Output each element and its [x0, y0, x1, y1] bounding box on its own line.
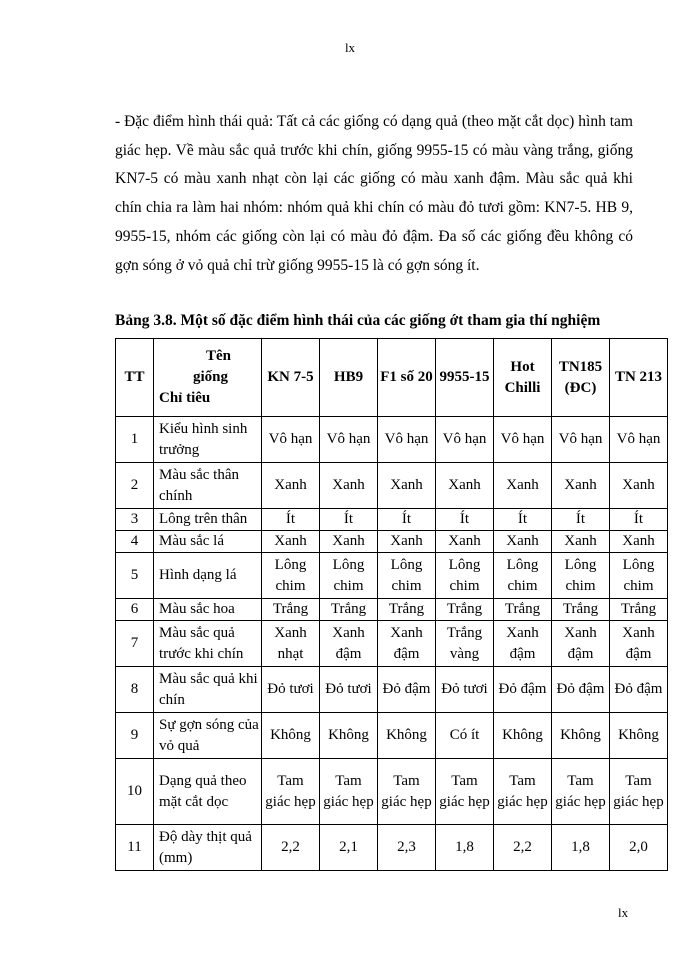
table-cell: Lông chim: [610, 553, 668, 599]
table-cell: Tam giác hẹp: [378, 759, 436, 825]
table-cell: Đỏ tươi: [320, 667, 378, 713]
header-tt: TT: [116, 339, 154, 417]
row-number: 8: [116, 667, 154, 713]
table-cell: 2,3: [378, 825, 436, 871]
row-number: 5: [116, 553, 154, 599]
row-criterion: Màu sắc lá: [154, 531, 262, 553]
table-cell: Xanh: [378, 531, 436, 553]
table-cell: Vô hạn: [436, 417, 494, 463]
table-cell: 2,0: [610, 825, 668, 871]
table-cell: Không: [378, 713, 436, 759]
table-cell: Ít: [378, 509, 436, 531]
header-variety: 9955-15: [436, 339, 494, 417]
row-criterion: Màu sắc hoa: [154, 599, 262, 621]
table-cell: Trắng: [262, 599, 320, 621]
table-cell: Xanh đậm: [610, 621, 668, 667]
header-name-line3: Chỉ tiêu: [159, 390, 211, 406]
table-cell: Tam giác hẹp: [494, 759, 552, 825]
row-number: 11: [116, 825, 154, 871]
table-cell: Xanh đậm: [320, 621, 378, 667]
table-cell: Xanh đậm: [494, 621, 552, 667]
row-number: 6: [116, 599, 154, 621]
table-cell: 2,2: [494, 825, 552, 871]
table-cell: Đỏ đậm: [552, 667, 610, 713]
table-header-row: [116, 339, 668, 417]
table-cell: Trắng: [552, 599, 610, 621]
table-cell: Lông chim: [262, 553, 320, 599]
table-cell: Lông chim: [552, 553, 610, 599]
row-criterion: Sự gợn sóng của vỏ quả: [154, 713, 262, 759]
table-cell: Vô hạn: [610, 417, 668, 463]
table-cell: Tam giác hẹp: [552, 759, 610, 825]
row-number: 1: [116, 417, 154, 463]
table-cell: Xanh đậm: [552, 621, 610, 667]
table-cell: Đỏ đậm: [378, 667, 436, 713]
table-row: [116, 553, 668, 599]
row-number: 3: [116, 509, 154, 531]
header-name-line1: Tên: [205, 348, 231, 364]
table-cell: Tam giác hẹp: [610, 759, 668, 825]
table-cell: Tam giác hẹp: [262, 759, 320, 825]
row-criterion: Lông trên thân: [154, 509, 262, 531]
table-cell: Trắng vàng: [436, 621, 494, 667]
row-criterion: Màu sắc quả khi chín: [154, 667, 262, 713]
row-criterion: Kiểu hình sinh trưởng: [154, 417, 262, 463]
row-number: 7: [116, 621, 154, 667]
table-cell: Ít: [320, 509, 378, 531]
table-cell: Đỏ đậm: [610, 667, 668, 713]
page-number-bottom: lx: [618, 905, 629, 920]
table-cell: Xanh nhạt: [262, 621, 320, 667]
table-cell: Xanh: [552, 531, 610, 553]
header-variety: F1 số 20: [378, 339, 436, 417]
table-cell: Trắng: [494, 599, 552, 621]
table-row: [116, 621, 668, 667]
table-cell: Không: [494, 713, 552, 759]
table-cell: Có ít: [436, 713, 494, 759]
table-row: [116, 463, 668, 509]
table-cell: Đỏ tươi: [262, 667, 320, 713]
header-name-line2: giống: [192, 369, 228, 385]
table-cell: Tam giác hẹp: [320, 759, 378, 825]
table-cell: Không: [552, 713, 610, 759]
table-row: [116, 531, 668, 553]
table-cell: Xanh: [610, 531, 668, 553]
table-row: [116, 509, 668, 531]
page-number-top: lx: [344, 40, 356, 55]
table-cell: Không: [262, 713, 320, 759]
table-cell: Trắng: [320, 599, 378, 621]
table-cell: Tam giác hẹp: [436, 759, 494, 825]
table-cell: 1,8: [552, 825, 610, 871]
table-cell: Ít: [494, 509, 552, 531]
table-cell: 2,2: [262, 825, 320, 871]
table-cell: Xanh: [552, 463, 610, 509]
table-cell: Trắng: [610, 599, 668, 621]
table-cell: Vô hạn: [494, 417, 552, 463]
table-cell: Xanh: [436, 531, 494, 553]
row-number: 4: [116, 531, 154, 553]
table-cell: Đỏ tươi: [436, 667, 494, 713]
header-variety-criterion: [154, 339, 262, 417]
table-cell: Không: [610, 713, 668, 759]
table-cell: Vô hạn: [320, 417, 378, 463]
table-row: [116, 713, 668, 759]
table-cell: 2,1: [320, 825, 378, 871]
table-cell: Xanh: [262, 531, 320, 553]
table-cell: Xanh: [262, 463, 320, 509]
table-cell: Ít: [610, 509, 668, 531]
row-number: 2: [116, 463, 154, 509]
table-cell: Vô hạn: [552, 417, 610, 463]
row-number: 9: [116, 713, 154, 759]
row-criterion: Dạng quả theo mặt cắt dọc: [154, 759, 262, 825]
header-variety: Hot Chilli: [494, 339, 552, 417]
table-body: [116, 417, 668, 871]
row-criterion: Màu sắc quả trước khi chín: [154, 621, 262, 667]
table-cell: Lông chim: [494, 553, 552, 599]
table-cell: Trắng: [436, 599, 494, 621]
table-cell: Xanh: [320, 463, 378, 509]
body-paragraph: - Đặc điểm hình thái quả: Tất cả các giống có dạng quả (theo mặt cắt dọc) hình tam giác hẹp. Về màu sắc quả trước khi chín, giống 9955-15 có màu vàng trắng, giống KN7-5 có màu xanh nhạt còn lại các giống có màu xanh đậm. Màu sắc quả khi chín chia ra làm hai nhóm: nhóm quả khi chín có màu đỏ tươi gồm: KN7-5. HB 9, 9955-15, nhóm các giống còn lại có màu đỏ đậm. Đa số các giống đều không có gợn sóng ở vỏ quả chỉ trừ giống 9955-15 là có gợn sóng ít.: [115, 113, 633, 274]
table-row: [116, 417, 668, 463]
row-number: 10: [116, 759, 154, 825]
header-variety: HB9: [320, 339, 378, 417]
header-variety: TN 213: [610, 339, 668, 417]
table-cell: Lông chim: [436, 553, 494, 599]
table-cell: Lông chim: [320, 553, 378, 599]
row-criterion: Màu sắc thân chính: [154, 463, 262, 509]
table-row: [116, 825, 668, 871]
header-variety: KN 7-5: [262, 339, 320, 417]
table-cell: Ít: [552, 509, 610, 531]
morphology-table: [115, 338, 668, 871]
table-cell: Xanh đậm: [378, 621, 436, 667]
table-cell: 1,8: [436, 825, 494, 871]
table-cell: Xanh: [610, 463, 668, 509]
table-row: [116, 599, 668, 621]
table-cell: Đỏ đậm: [494, 667, 552, 713]
table-cell: Vô hạn: [378, 417, 436, 463]
table-cell: Xanh: [320, 531, 378, 553]
table-cell: Trắng: [378, 599, 436, 621]
table-row: [116, 667, 668, 713]
table-caption: Bảng 3.8. Một số đặc điểm hình thái của các giống ớt tham gia thí nghiệm: [115, 312, 601, 329]
table-cell: Ít: [436, 509, 494, 531]
table-cell: Lông chim: [378, 553, 436, 599]
table-row: [116, 759, 668, 825]
header-variety: TN185 (ĐC): [552, 339, 610, 417]
table-cell: Ít: [262, 509, 320, 531]
table-cell: Không: [320, 713, 378, 759]
table-cell: Xanh: [436, 463, 494, 509]
row-criterion: Hình dạng lá: [154, 553, 262, 599]
table-cell: Xanh: [494, 531, 552, 553]
table-cell: Xanh: [494, 463, 552, 509]
table-cell: Vô hạn: [262, 417, 320, 463]
row-criterion: Độ dày thịt quả (mm): [154, 825, 262, 871]
table-cell: Xanh: [378, 463, 436, 509]
